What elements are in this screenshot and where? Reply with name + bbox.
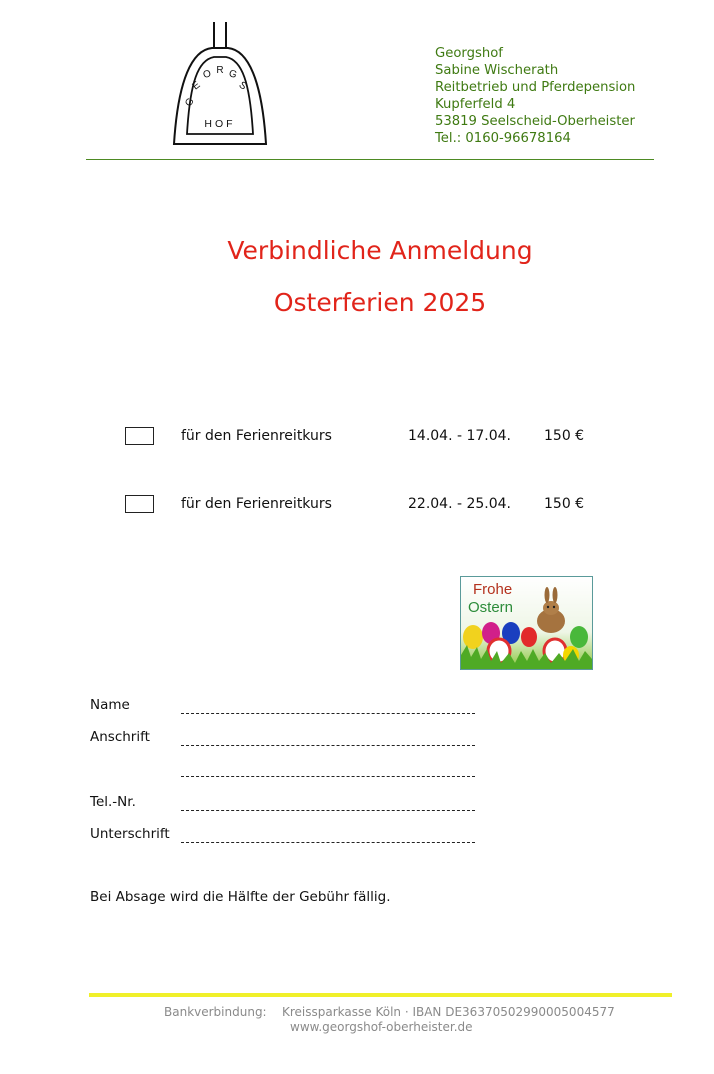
easter-text-ostern: Ostern (468, 599, 514, 616)
bank-label: Bankverbindung: (164, 1005, 267, 1019)
logo-letter-g2: G (227, 68, 239, 82)
course-label: für den Ferienreitkurs (181, 428, 332, 444)
course-option (0, 489, 714, 519)
course-dates: 22.04. - 25.04. (408, 496, 512, 512)
logo-letter-e: E (190, 79, 203, 93)
company-name: Georgshof (435, 46, 503, 61)
owner-name: Sabine Wischerath (435, 63, 559, 78)
footer-divider (89, 993, 672, 997)
course-option (0, 421, 714, 451)
name-input-line[interactable] (181, 713, 475, 714)
letterhead (435, 45, 635, 147)
course-price: 150 € (544, 428, 585, 444)
course-dates: 14.04. - 17.04. (408, 428, 512, 444)
logo-letter-g1: G (183, 96, 197, 109)
logo-letter-s: S (236, 79, 249, 93)
easter-illustration (461, 577, 592, 669)
page-title: Verbindliche Anmeldung (227, 236, 533, 265)
header-divider (86, 159, 654, 160)
address-input-line[interactable] (181, 745, 475, 746)
phone-field (0, 794, 714, 814)
easter-image (460, 576, 593, 670)
course-checkbox[interactable] (125, 427, 154, 445)
georgshof-logo (170, 20, 270, 148)
city-address: 53819 Seelscheid-Oberheister (435, 114, 635, 129)
logo-letter-r: R (216, 65, 224, 76)
address-field (0, 729, 714, 749)
name-field (0, 697, 714, 717)
signature-input-line[interactable] (181, 842, 475, 843)
address-field-extra (0, 760, 714, 780)
address-label: Anschrift (90, 729, 150, 745)
business-type: Reitbetrieb und Pferdepension (435, 80, 636, 95)
logo-letter-o: O (201, 68, 213, 82)
course-checkbox[interactable] (125, 495, 154, 513)
phone-number: Tel.: 0160-96678164 (435, 131, 571, 146)
signature-field (0, 826, 714, 846)
phone-input-line[interactable] (181, 810, 475, 811)
name-label: Name (90, 697, 130, 713)
phone-label: Tel.-Nr. (90, 794, 136, 810)
signature-label: Unterschrift (90, 826, 170, 842)
street-address: Kupferfeld 4 (435, 97, 516, 112)
course-price: 150 € (544, 496, 585, 512)
course-label: für den Ferienreitkurs (181, 496, 332, 512)
page-subtitle: Osterferien 2025 (273, 288, 487, 317)
website-link[interactable]: www.georgshof-oberheister.de (290, 1020, 473, 1034)
address-input-line-2[interactable] (181, 776, 475, 777)
easter-text-frohe: Frohe (473, 581, 513, 598)
cancellation-note: Bei Absage wird die Hälfte der Gebühr fällig. (90, 889, 391, 905)
bank-details: Kreissparkasse Köln · IBAN DE36370502990005004577 (282, 1005, 615, 1019)
logo-hof-text: HOF (204, 118, 236, 130)
